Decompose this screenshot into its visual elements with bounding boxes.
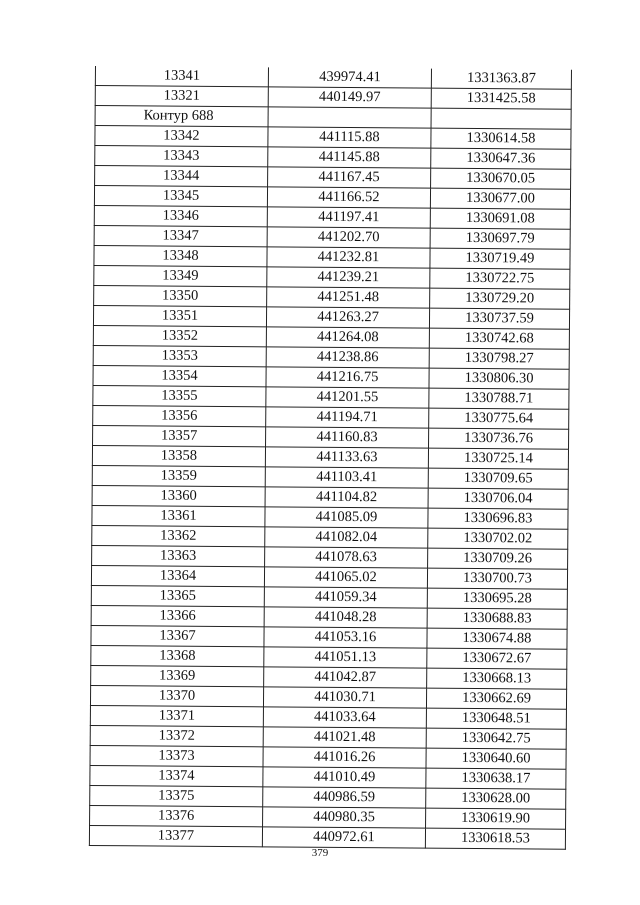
- point-number-cell: 13373: [90, 745, 263, 766]
- x-coordinate-cell: 441264.08: [266, 327, 429, 348]
- coordinates-table: [89, 66, 572, 850]
- y-coordinate-cell: 1330619.90: [426, 808, 566, 829]
- point-number-cell: 13359: [92, 465, 265, 486]
- y-coordinate-cell: 1330742.68: [429, 328, 569, 349]
- x-coordinate-cell: 439974.41: [268, 67, 431, 88]
- point-number-cell: 13355: [93, 385, 266, 406]
- point-number-cell: 13370: [90, 685, 263, 706]
- point-number-cell: 13363: [92, 545, 265, 566]
- x-coordinate-cell: 441216.75: [266, 367, 429, 388]
- x-coordinate-cell: 441263.27: [266, 307, 429, 328]
- y-coordinate-cell: 1330798.27: [429, 348, 569, 369]
- y-coordinate-cell: 1330662.69: [426, 688, 566, 709]
- x-coordinate-cell: 441065.02: [264, 567, 427, 588]
- point-number-cell: 13371: [90, 705, 263, 726]
- point-number-cell: 13361: [92, 505, 265, 526]
- y-coordinate-cell: 1330628.00: [426, 788, 566, 809]
- x-coordinate-cell: 441048.28: [264, 607, 427, 628]
- x-coordinate-cell: 441033.64: [263, 707, 426, 728]
- x-coordinate-cell: 441078.63: [265, 547, 428, 568]
- point-number-cell: 13362: [92, 525, 265, 546]
- y-coordinate-cell: 1330638.17: [426, 768, 566, 789]
- y-coordinate-cell: 1330722.75: [430, 268, 570, 289]
- y-coordinate-cell: 1330702.02: [428, 528, 568, 549]
- y-coordinate-cell: 1330788.71: [429, 388, 569, 409]
- y-coordinate-cell: [431, 108, 571, 129]
- point-number-cell: 13341: [95, 66, 268, 87]
- y-coordinate-cell: 1330706.04: [428, 488, 568, 509]
- y-coordinate-cell: 1330677.00: [430, 188, 570, 209]
- y-coordinate-cell: 1330674.88: [427, 628, 567, 649]
- x-coordinate-cell: 441201.55: [266, 387, 429, 408]
- point-number-cell: 13347: [94, 225, 267, 246]
- x-coordinate-cell: 441202.70: [267, 227, 430, 248]
- table-row: [89, 825, 565, 849]
- x-coordinate-cell: 441194.71: [266, 407, 429, 428]
- y-coordinate-cell: 1330737.59: [429, 308, 569, 329]
- x-coordinate-cell: 440986.59: [263, 787, 426, 808]
- y-coordinate-cell: 1330775.64: [429, 408, 569, 429]
- point-number-cell: 13352: [93, 325, 266, 346]
- x-coordinate-cell: 440980.35: [263, 807, 426, 828]
- point-number-cell: 13346: [94, 205, 267, 226]
- y-coordinate-cell: 1330642.75: [426, 728, 566, 749]
- coordinates-table-body: [89, 66, 571, 849]
- x-coordinate-cell: 441251.48: [267, 287, 430, 308]
- y-coordinate-cell: 1330736.76: [429, 428, 569, 449]
- x-coordinate-cell: 441051.13: [264, 647, 427, 668]
- point-number-cell: 13351: [93, 305, 266, 326]
- y-coordinate-cell: 1330709.26: [428, 548, 568, 569]
- y-coordinate-cell: 1330719.49: [430, 248, 570, 269]
- y-coordinate-cell: 1331425.58: [431, 88, 571, 109]
- x-coordinate-cell: 441104.82: [265, 487, 428, 508]
- x-coordinate-cell: 441030.71: [263, 687, 426, 708]
- point-number-cell: 13365: [91, 585, 264, 606]
- y-coordinate-cell: 1330672.67: [427, 648, 567, 669]
- x-coordinate-cell: 441166.52: [267, 187, 430, 208]
- x-coordinate-cell: 441053.16: [264, 627, 427, 648]
- point-number-cell: 13353: [93, 345, 266, 366]
- x-coordinate-cell: 441042.87: [264, 667, 427, 688]
- x-coordinate-cell: 441238.86: [266, 347, 429, 368]
- x-coordinate-cell: [268, 107, 431, 128]
- point-number-cell: 13357: [93, 425, 266, 446]
- x-coordinate-cell: 441103.41: [265, 467, 428, 488]
- y-coordinate-cell: 1330700.73: [427, 568, 567, 589]
- point-number-cell: 13376: [90, 805, 263, 826]
- y-coordinate-cell: 1330691.08: [430, 208, 570, 229]
- point-number-cell: 13367: [91, 625, 264, 646]
- point-number-cell: 13348: [94, 245, 267, 266]
- y-coordinate-cell: 1330725.14: [428, 448, 568, 469]
- y-coordinate-cell: 1330640.60: [426, 748, 566, 769]
- y-coordinate-cell: 1331363.87: [431, 69, 571, 90]
- page-number: 379: [311, 847, 329, 859]
- x-coordinate-cell: 441082.04: [265, 527, 428, 548]
- point-number-cell: 13342: [95, 126, 268, 147]
- point-number-cell: 13354: [93, 365, 266, 386]
- x-coordinate-cell: 441167.45: [268, 167, 431, 188]
- point-number-cell: 13321: [95, 86, 268, 107]
- y-coordinate-cell: 1330618.53: [425, 828, 565, 849]
- x-coordinate-cell: 441145.88: [268, 147, 431, 168]
- point-number-cell: 13375: [90, 785, 263, 806]
- y-coordinate-cell: 1330688.83: [427, 608, 567, 629]
- x-coordinate-cell: 440972.61: [262, 827, 425, 848]
- x-coordinate-cell: 441085.09: [265, 507, 428, 528]
- x-coordinate-cell: 441197.41: [267, 207, 430, 228]
- y-coordinate-cell: 1330614.58: [431, 128, 571, 149]
- x-coordinate-cell: 441239.21: [267, 267, 430, 288]
- y-coordinate-cell: 1330696.83: [428, 508, 568, 529]
- point-number-cell: 13349: [94, 265, 267, 286]
- point-number-cell: 13372: [90, 725, 263, 746]
- point-number-cell: 13364: [91, 565, 264, 586]
- point-number-cell: 13356: [93, 405, 266, 426]
- x-coordinate-cell: 441021.48: [263, 727, 426, 748]
- point-number-cell: 13358: [92, 445, 265, 466]
- x-coordinate-cell: 441160.83: [266, 427, 429, 448]
- y-coordinate-cell: 1330697.79: [430, 228, 570, 249]
- x-coordinate-cell: 441059.34: [264, 587, 427, 608]
- x-coordinate-cell: 441010.49: [263, 767, 426, 788]
- y-coordinate-cell: 1330647.36: [431, 148, 571, 169]
- point-number-cell: 13368: [91, 645, 264, 666]
- point-number-cell: 13377: [89, 825, 262, 846]
- point-number-cell: 13369: [91, 665, 264, 686]
- point-number-cell: 13345: [94, 186, 267, 207]
- point-number-cell: 13350: [94, 285, 267, 306]
- point-number-cell: 13360: [92, 485, 265, 506]
- y-coordinate-cell: 1330695.28: [427, 588, 567, 609]
- point-number-cell: 13366: [91, 605, 264, 626]
- contour-label: Контур 688: [95, 106, 268, 127]
- point-number-cell: 13374: [90, 765, 263, 786]
- x-coordinate-cell: 441016.26: [263, 747, 426, 768]
- x-coordinate-cell: 441232.81: [267, 247, 430, 268]
- point-number-cell: 13343: [95, 146, 268, 167]
- x-coordinate-cell: 440149.97: [268, 87, 431, 108]
- y-coordinate-cell: 1330648.51: [426, 708, 566, 729]
- x-coordinate-cell: 441115.88: [268, 127, 431, 148]
- y-coordinate-cell: 1330729.20: [430, 288, 570, 309]
- y-coordinate-cell: 1330806.30: [429, 368, 569, 389]
- y-coordinate-cell: 1330668.13: [427, 668, 567, 689]
- y-coordinate-cell: 1330670.05: [431, 168, 571, 189]
- point-number-cell: 13344: [95, 166, 268, 187]
- x-coordinate-cell: 441133.63: [265, 447, 428, 468]
- y-coordinate-cell: 1330709.65: [428, 468, 568, 489]
